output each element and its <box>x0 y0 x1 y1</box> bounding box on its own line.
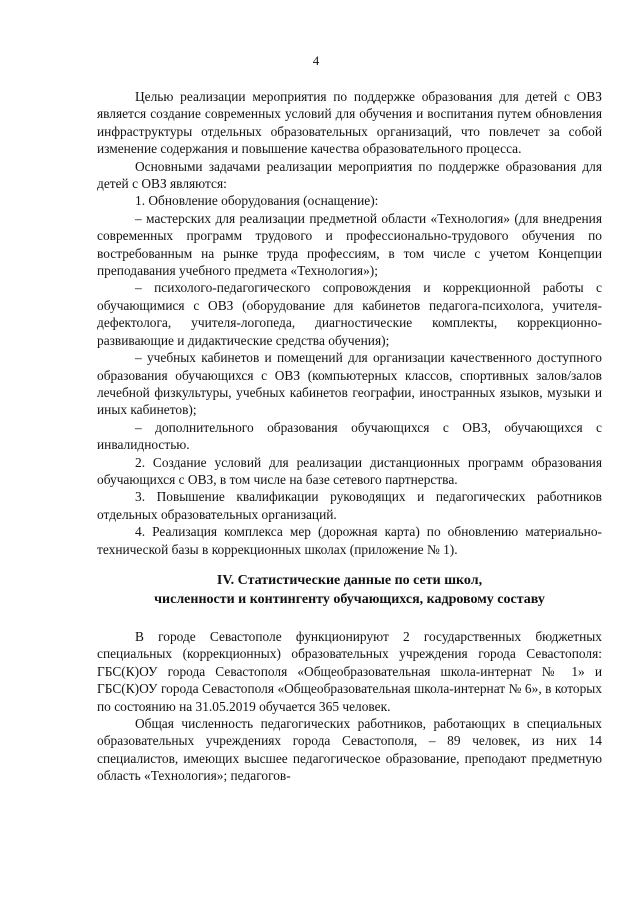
list-item-equipment-update: 1. Обновление оборудования (оснащение): <box>135 193 379 209</box>
section-heading-line-2: численности и контингенту обучающихся, кадровому составу <box>154 591 545 607</box>
paragraph-tasks-intro: Основными задачами реализации мероприятия по поддержке образования для детей с ОВЗ являются: <box>97 158 602 192</box>
page-number: 4 <box>312 53 320 68</box>
paragraph-institutions: В городе Севастополе функционируют 2 государственных бюджетных специальных (коррекционных) образовательных учреждения города Севастополя: ГБС(К)ОУ города Севастополя «Общеобразовательная школа-интернат № 1» и ГБС(К)ОУ города Севастополя «Общеобразовательная школа-интернат № 6», в которых по состоянию на 31.05.2019 обучается 365 человек. <box>97 628 602 714</box>
section-heading-line-1: IV. Статистические данные по сети школ, <box>216 572 483 588</box>
document-body <box>97 88 602 785</box>
list-item-workshops: – мастерских для реализации предметной области «Технология» (для внедрения современных программ трудового и профессионально-трудового обучения по востребованным на рынке труда профессиям, в том числе с учетом Концепции преподавания учебного предмета «Технология»); <box>97 210 602 279</box>
list-item-psychological-support: – психолого-педагогического сопровождения и коррекционной работы с обучающимися с ОВЗ (оборудование для кабинетов педагога-психолога, учителя-дефектолога, учителя-логопеда, диагностические комплекты, коррекционно-развивающие и дидактические средства обучения); <box>97 280 602 348</box>
paragraph-staff: Общая численность педагогических работников, работающих в специальных образовательных учреждениях города Севастополя, – 89 человек, из них 14 специалистов, имеющих высшее педагогическое образование, преподают предметную область «Технология»; педагогов- <box>97 716 602 784</box>
paragraph-goal: Целью реализации мероприятия по поддержке образования для детей с ОВЗ является создание современных условий для обучения и воспитания путем обновления инфраструктуры отдельных образовательных организаций, что повлечет за собой изменение содержания и повышение качества образовательного процесса. <box>97 89 602 157</box>
list-item-qualification: 3. Повышение квалификации руководящих и педагогических работников отдельных образовательных организаций. <box>97 489 602 522</box>
list-item-classrooms: – учебных кабинетов и помещений для организации качественного доступного образования обучающихся с ОВЗ (компьютерных классов, спортивных залов/залов лечебной физкультуры, учебных кабинетов географии, иностранных языков, музыки и иных кабинетов); <box>97 350 602 418</box>
list-item-additional-education: – дополнительного образования обучающихся с ОВЗ, обучающихся с инвалидностью. <box>97 419 602 453</box>
list-item-roadmap: 4. Реализация комплекса мер (дорожная карта) по обновлению материально-технической базы в коррекционных школах (приложение № 1). <box>97 524 602 557</box>
section-heading <box>97 571 602 609</box>
list-item-distance-programs: 2. Создание условий для реализации дистанционных программ образования обучающихся с ОВЗ, в том числе на базе сетевого партнерства. <box>97 454 602 487</box>
